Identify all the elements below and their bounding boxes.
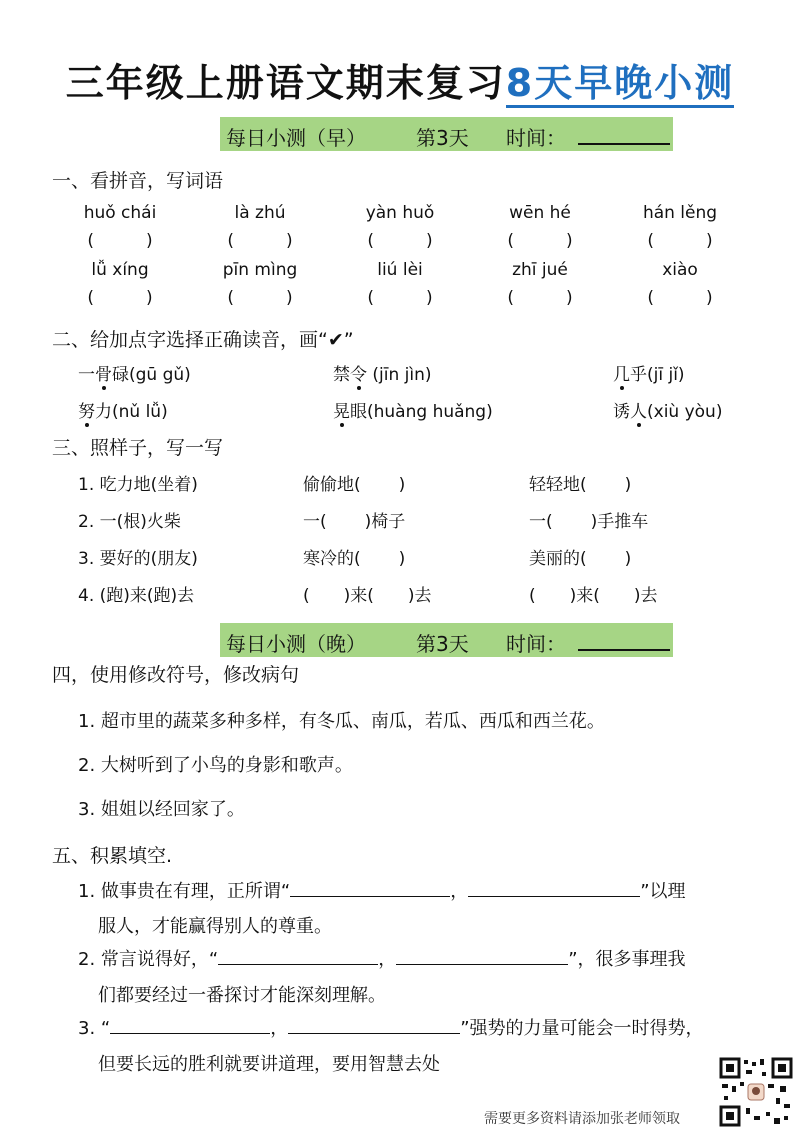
s3-text: )来( <box>343 586 374 606</box>
banner-time-label: 时间： <box>506 632 566 656</box>
item-options: 乎(jī jǐ) <box>630 365 685 385</box>
paren-open: ( <box>507 231 514 251</box>
s5-text: 3. “ <box>78 1018 111 1039</box>
s5-text: ”强势的力量可能会一时得势， <box>460 1018 704 1039</box>
paren-open: ( <box>507 288 514 308</box>
answer-parentheses[interactable] <box>340 231 460 251</box>
item-options: 碌(gū gǔ) <box>112 365 191 385</box>
paren-open: ( <box>367 231 374 251</box>
title-main: 三年级上册语文期末复习 <box>65 61 506 105</box>
time-blank[interactable] <box>578 627 670 651</box>
s3-close: ) <box>398 475 406 495</box>
paren-close: ) <box>286 288 293 308</box>
s3-text: 轻轻地( <box>529 475 587 495</box>
row2-pinyin: xiào <box>662 260 698 280</box>
s3-text: ( <box>529 586 536 606</box>
banner-morning <box>220 117 673 151</box>
s3-text: 一( <box>529 512 553 532</box>
dotted-char: 令 <box>350 365 367 385</box>
row2-pinyin: zhī jué <box>512 260 568 280</box>
s3-text: ( <box>303 586 310 606</box>
banner-evening <box>220 623 673 657</box>
section5-heading: 五、积累填空. <box>52 845 173 867</box>
fill-line[interactable] <box>288 1015 460 1034</box>
banner-day: 第3天 <box>416 126 469 150</box>
row2-pinyin: liú lèi <box>377 260 423 280</box>
dotted-char: 人 <box>630 402 647 422</box>
paren-close: ) <box>426 231 433 251</box>
s3-example-2: 2. 一(根)火柴 <box>78 512 181 532</box>
s3-text: )手推车 <box>590 512 649 532</box>
item-text: 一 <box>78 365 95 385</box>
page-title <box>0 52 800 107</box>
s4-sentence-3: 3. 姐姐以经回家了。 <box>78 799 245 820</box>
fill-line[interactable] <box>290 878 450 897</box>
paren-open: ( <box>227 288 234 308</box>
paren-close: ) <box>566 231 573 251</box>
paren-close: ) <box>146 288 153 308</box>
s5-text: ， <box>270 1018 289 1039</box>
dotted-char: 骨 <box>95 365 112 385</box>
row1-pinyin: là zhú <box>234 203 286 223</box>
s5-q1 <box>78 877 686 903</box>
row1-pinyin: yàn huǒ <box>365 203 435 223</box>
fill-line[interactable] <box>468 878 640 897</box>
s3-text: )椅子 <box>364 512 406 532</box>
s5-text: ， <box>378 949 397 970</box>
s5-q3 <box>78 1014 704 1040</box>
fill-line[interactable] <box>396 946 568 965</box>
s4-sentence-2: 2. 大树听到了小鸟的身影和歌声。 <box>78 755 353 776</box>
answer-parentheses[interactable] <box>60 231 180 251</box>
s3-blank-3c[interactable] <box>529 544 631 569</box>
paren-open: ( <box>647 231 654 251</box>
section2-heading: 二、给加点字选择正确读音，画“✔” <box>52 329 354 351</box>
s3-text: )去 <box>407 586 432 606</box>
row2-pinyin: lǚ xíng <box>91 260 149 280</box>
time-blank[interactable] <box>578 121 670 145</box>
qr-code-icon <box>718 1056 794 1128</box>
item-options: (jīn jìn) <box>367 365 432 385</box>
answer-parentheses[interactable] <box>620 231 740 251</box>
banner-label: 每日小测（早） <box>226 126 366 150</box>
item-text: 禁 <box>333 365 350 385</box>
item-text: 诱 <box>613 402 630 422</box>
section3-heading: 三、照样子，写一写 <box>52 437 224 459</box>
s5-text: ， <box>450 881 469 902</box>
paren-open: ( <box>87 288 94 308</box>
s3-text: )来( <box>569 586 600 606</box>
fill-line[interactable] <box>218 946 378 965</box>
paren-close: ) <box>566 288 573 308</box>
answer-parentheses[interactable] <box>620 288 740 308</box>
s3-text: 偷偷地( <box>303 475 361 495</box>
paren-open: ( <box>367 288 374 308</box>
row1-pinyin: wēn hé <box>509 203 571 223</box>
section4-heading: 四，使用修改符号，修改病句 <box>52 664 300 686</box>
s3-blank-3b[interactable] <box>303 544 405 569</box>
paren-close: ) <box>146 231 153 251</box>
answer-parentheses[interactable] <box>480 288 600 308</box>
s3-blank-1c[interactable] <box>529 470 631 495</box>
pronunciation-item[interactable] <box>613 397 722 422</box>
s3-text: 一( <box>303 512 327 532</box>
s3-blank-4b[interactable] <box>303 581 432 606</box>
section1-heading: 一、看拼音，写词语 <box>52 170 224 192</box>
item-options: 力(nǔ lǚ) <box>95 402 168 422</box>
paren-close: ) <box>286 231 293 251</box>
dotted-char: 努 <box>78 402 95 422</box>
s5-q2 <box>78 945 686 971</box>
s3-example-3: 3. 要好的(朋友) <box>78 549 198 569</box>
paren-open: ( <box>227 231 234 251</box>
banner-label: 每日小测（晚） <box>226 632 366 656</box>
fill-line[interactable] <box>110 1015 270 1034</box>
paren-open: ( <box>647 288 654 308</box>
s5-q2-line2: 们都要经过一番探讨才能深刻理解。 <box>98 985 386 1006</box>
paren-close: ) <box>426 288 433 308</box>
s3-blank-2c[interactable] <box>529 507 648 532</box>
title-highlight: 8天早晚小测 <box>506 61 734 108</box>
answer-parentheses[interactable] <box>200 231 320 251</box>
row2-pinyin: pīn mìng <box>222 260 298 280</box>
s3-close: ) <box>624 549 632 569</box>
s3-close: ) <box>398 549 406 569</box>
s3-blank-1b[interactable] <box>303 470 405 495</box>
s3-example-4: 4. (跑)来(跑)去 <box>78 586 195 606</box>
dotted-char: 几 <box>613 365 630 385</box>
banner-time-label: 时间： <box>506 126 566 150</box>
s4-sentence-1: 1. 超市里的蔬菜多种多样，有冬瓜、南瓜，若瓜、西瓜和西兰花。 <box>78 711 605 732</box>
answer-parentheses[interactable] <box>60 288 180 308</box>
s5-text: 2. 常言说得好，“ <box>78 949 219 970</box>
s5-text: ”以理 <box>640 881 686 902</box>
item-options: 眼(huàng huǎng) <box>350 402 493 422</box>
s5-text: ”，很多事理我 <box>568 949 686 970</box>
s3-blank-4c[interactable] <box>529 581 658 606</box>
paren-close: ) <box>706 231 713 251</box>
answer-parentheses[interactable] <box>200 288 320 308</box>
banner-day: 第3天 <box>416 632 469 656</box>
answer-parentheses[interactable] <box>340 288 460 308</box>
pronunciation-item[interactable] <box>78 397 168 422</box>
s3-text: 美丽的( <box>529 549 587 569</box>
footer-text: 需要更多资料请添加张老师领取 <box>484 1111 680 1127</box>
row1-pinyin: huǒ chái <box>83 203 157 223</box>
pronunciation-item[interactable] <box>333 397 493 422</box>
item-options: (xiù yòu) <box>647 402 723 422</box>
s3-blank-2b[interactable] <box>303 507 405 532</box>
s3-text: 寒冷的( <box>303 549 361 569</box>
pronunciation-item[interactable] <box>333 360 432 385</box>
s3-close: ) <box>624 475 632 495</box>
s5-q1-line2: 服人，才能赢得别人的尊重。 <box>98 916 332 937</box>
s5-q3-line2: 但要长远的胜利就要讲道理，要用智慧去处 <box>98 1054 440 1075</box>
paren-close: ) <box>706 288 713 308</box>
answer-parentheses[interactable] <box>480 231 600 251</box>
dotted-char: 晃 <box>333 402 350 422</box>
s3-text: )去 <box>633 586 658 606</box>
pronunciation-item[interactable] <box>613 360 685 385</box>
row1-pinyin: hán lěng <box>642 203 718 223</box>
s3-example-1: 1. 吃力地(坐着) <box>78 475 198 495</box>
pronunciation-item[interactable] <box>78 360 191 385</box>
s5-text: 1. 做事贵在有理，正所谓“ <box>78 881 291 902</box>
paren-open: ( <box>87 231 94 251</box>
